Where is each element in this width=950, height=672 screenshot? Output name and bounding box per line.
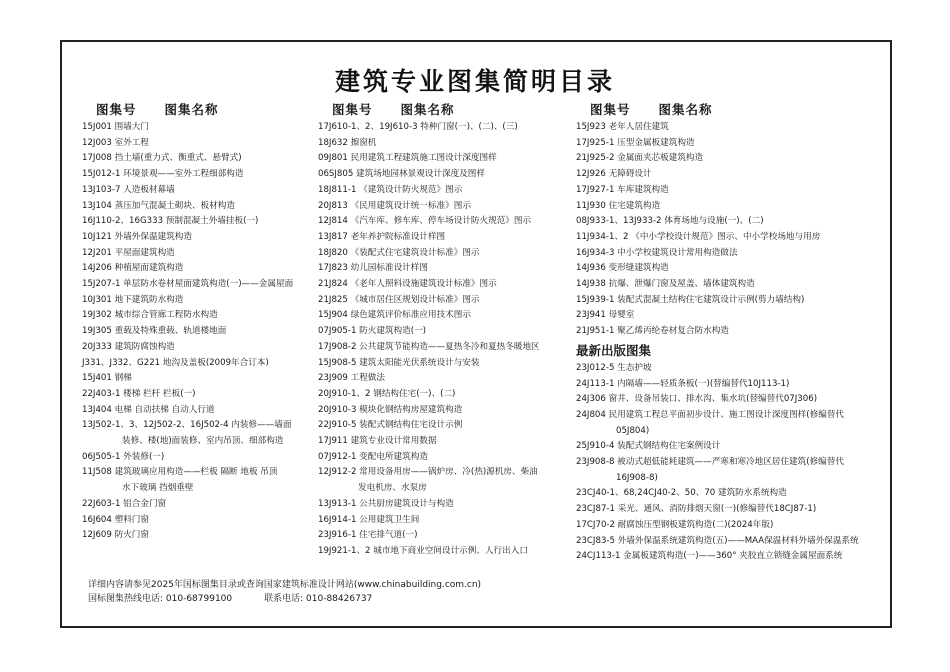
hotline-phone: 国标图集热线电话: 010-68799100 [88,594,233,604]
catalog-entry: 13J913-1 公共厨房建筑设计与构造 [318,498,454,509]
catalog-entry: 24J113-1 内隔墙——轻质条板(一)(替编替代10J113-1) [576,378,790,389]
catalog-entry: 17J008 挡土墙(重力式、衡重式、悬臂式) [82,153,242,164]
catalog-entry [576,455,859,486]
footer-website-note: 详细内容请参见2025年国标图集目录或查询国家建筑标准设计网站(www.chinabuilding.com.cn) [88,580,482,590]
catalog-entry: 15J012-1 环境景观——室外工程细部构造 [82,169,244,180]
catalog-entry: 23J916-1 住宅排气道(一) [318,530,418,541]
entry-text-continued: 发电机房、水泵房 [358,483,427,494]
catalog-entry: 16J914-1 公用建筑卫生间 [318,514,420,525]
catalog-entry: 15J908-5 建筑太阳能光伏系统设计与安装 [318,357,480,368]
catalog-entry: 15J904 绿色建筑评价标准应用技术图示 [318,310,471,321]
catalog-entry: 23CJ87-1 采光、通风、消防排烟天窗(一)(修编替代18CJ87-1) [576,504,817,515]
catalog-entry: 19J921-1、2 城市地下商业空间设计示例、人行出入口 [318,545,528,556]
catalog-entry: 22J603-1 铝合金门窗 [82,498,167,509]
catalog-entry: 20J333 建筑防腐蚀构造 [82,341,175,352]
catalog-list-3 [576,120,859,340]
catalog-list-1 [82,120,293,544]
catalog-entry: 18J820 《装配式住宅建筑设计标准》图示 [318,247,480,258]
new-releases-list [576,361,859,565]
header-name: 图集名称 [164,102,219,117]
column-header [96,100,293,120]
entry-text-continued: 16J908-8) [616,472,658,483]
catalog-entry: 10J301 地下建筑防水构造 [82,294,184,305]
catalog-entry: 21J825 《城市居住区规划设计标准》图示 [318,294,480,305]
column-1 [82,100,293,544]
catalog-entry: 15J207-1 单层防水卷材屋面建筑构造(一)——金属屋面 [82,279,294,290]
catalog-entry: 13J404 电梯 自动扶梯 自动人行道 [82,404,215,415]
catalog-entry: 21J824 《老年人照料设施建筑设计标准》图示 [318,279,497,290]
catalog-entry: 19J305 重载及特殊重载、轨道楼地面 [82,326,227,337]
catalog-entry: 12J003 室外工程 [82,137,149,148]
catalog-entry: 20J813 《民用建筑设计统一标准》图示 [318,200,471,211]
catalog-entry: 17J823 幼儿园标准设计样图 [318,263,428,274]
column-3 [576,100,859,565]
header-name: 图集名称 [658,102,713,117]
catalog-entry: 07J905-1 防火建筑构造(一) [318,326,427,337]
entry-text: 23J908-8 被动式超低能耗建筑——严寒和寒冷地区居住建筑(修编替代 [576,457,844,468]
catalog-entry: 17J925-1 压型金属板建筑构造 [576,137,695,148]
catalog-entry: 23J909 工程做法 [318,373,385,384]
catalog-entry: 22J403-1 楼梯 栏杆 栏板(一) [82,388,196,399]
catalog-entry: 14J938 抗爆、泄爆门窗及屋盖、墙体建筑构造 [576,279,755,290]
catalog-entry: 11J930 住宅建筑构造 [576,200,661,211]
catalog-entry: 21J951-1 聚乙烯丙纶卷材复合防水构造 [576,326,729,337]
column-2 [318,100,540,560]
catalog-list-2 [318,120,540,560]
header-number: 图集号 [590,102,631,117]
catalog-entry: 16J934-3 中小学校建筑设计常用构造做法 [576,247,738,258]
catalog-entry: 17CJ70-2 耐腐蚀压型钢板建筑构造(二)(2024年版) [576,519,774,530]
catalog-entry: 12J609 防火门窗 [82,530,149,541]
catalog-entry: 21J925-2 金属面夹芯板建筑构造 [576,153,704,164]
catalog-entry: 06SJ805 建筑场地园林景观设计深度及图样 [318,169,485,180]
catalog-entry: 07J912-1 变配电所建筑构造 [318,451,428,462]
catalog-entry: 17J911 建筑专业设计常用数据 [318,436,437,447]
catalog-entry: 14J206 种植屋面建筑构造 [82,263,184,274]
catalog-entry: 14J936 变形缝建筑构造 [576,263,669,274]
catalog-entry: 18J632 擦窗机 [318,137,377,148]
catalog-entry: 10J121 外墙外保温建筑构造 [82,231,192,242]
catalog-entry: 12J814 《汽车库、修车库、停车场设计防火规范》图示 [318,216,532,227]
catalog-entry: 24CJ113-1 金属板建筑构造(一)——360° 夹胶直立锁缝金属屋面系统 [576,551,843,562]
header-name: 图集名称 [400,102,455,117]
entry-text-continued: 05J804) [616,425,650,436]
catalog-entry [82,465,293,496]
catalog-entry [576,408,859,439]
catalog-entry: 13J817 老年养护院标准设计样图 [318,231,446,242]
catalog-entry: 23CJ83-5 外墙外保温系统建筑构造(五)——MAA保温材料外墙外保温系统 [576,535,859,546]
entry-text-continued: 装修、楼(地)面装修、室内吊顶、细部构造 [122,436,284,447]
new-releases-heading: 最新出版图集 [576,342,652,358]
catalog-entry: 12J926 无障碍设计 [576,169,652,180]
catalog-entry: 23J012-5 生态护坡 [576,362,652,373]
catalog-entry: 15J401 钢梯 [82,373,132,384]
entry-text: 24J804 民用建筑工程总平面初步设计、施工图设计深度图样(修编替代 [576,409,844,420]
footer [88,578,481,606]
catalog-entry: 16J604 塑料门窗 [82,514,149,525]
catalog-entry: 23J941 母婴室 [576,310,635,321]
catalog-entry: 17J927-1 车库建筑构造 [576,184,669,195]
catalog-entry: 25J910-4 装配式钢结构住宅案例设计 [576,441,721,452]
header-number: 图集号 [96,102,137,117]
catalog-entry: 15J939-1 装配式混凝土结构住宅建筑设计示例(剪力墙结构) [576,294,805,305]
catalog-entry: 17J610-1、2、19J610-3 特种门窗(一)、(二)、(三) [318,122,518,132]
catalog-entry: 13J103-7 人造板材幕墙 [82,184,175,195]
catalog-entry [318,465,540,496]
catalog-entry: 11J934-1、2 《中小学校设计规范》图示、中小学校场地与用房 [576,231,821,242]
catalog-entry: 20J910-1、2 钢结构住宅(一)、(二) [318,388,456,399]
catalog-entry: 08J933-1、13J933-2 体育场地与设施(一)、(二) [576,216,764,227]
column-header [332,100,540,120]
catalog-entry: 15J923 老年人居住建筑 [576,122,669,132]
page-title: 建筑专业图集简明目录 [334,67,615,96]
entry-text: 12J912-2 常用设备用房——锅炉房、冷(热)源机房、柴油 [318,467,538,478]
catalog-entry: J331、J332、G221 地沟及盖板(2009年合订本) [82,357,269,368]
catalog-entry [82,418,293,449]
footer-phones [88,592,481,606]
catalog-entry: 17J908-2 公共建筑节能构造——夏热冬冷和夏热冬暖地区 [318,341,540,352]
catalog-entry: 23CJ40-1、68,24CJ40-2、50、70 建筑防水系统构造 [576,488,787,499]
catalog-entry: 20J910-3 模块化钢结构房屋建筑构造 [318,404,463,415]
catalog-entry: 16J110-2、16G333 预制混凝土外墙挂板(一) [82,216,259,227]
entry-text: 13J502-1、3、12J502-2、16J502-4 内装修——墙面 [82,420,292,431]
catalog-entry: 09J801 民用建筑工程建筑施工图设计深度图样 [318,153,497,164]
header-number: 图集号 [332,102,373,117]
contact-phone: 联系电话: 010-88426737 [264,594,373,604]
catalog-entry: 19J302 城市综合管廊工程防水构造 [82,310,218,321]
catalog-entry: 15J001 围墙大门 [82,122,149,132]
catalog-entry: 18J811-1 《建筑设计防火规范》图示 [318,184,463,195]
column-header [590,100,859,120]
catalog-entry: 13J104 蒸压加气混凝土砌块、板材构造 [82,200,235,211]
entry-text: 11J508 建筑玻璃应用构造——栏板 隔断 地板 吊顶 [82,467,278,478]
catalog-entry: 24J306 窗井、设备吊装口、排水沟、集水坑(替编替代07J306) [576,394,818,405]
entry-text-continued: 水下玻璃 挡烟垂壁 [122,483,194,494]
catalog-entry: 22J910-5 装配式钢结构住宅设计示例 [318,420,463,431]
catalog-entry: 06J505-1 外装修(一) [82,451,165,462]
catalog-entry: 12J201 平屋面建筑构造 [82,247,175,258]
